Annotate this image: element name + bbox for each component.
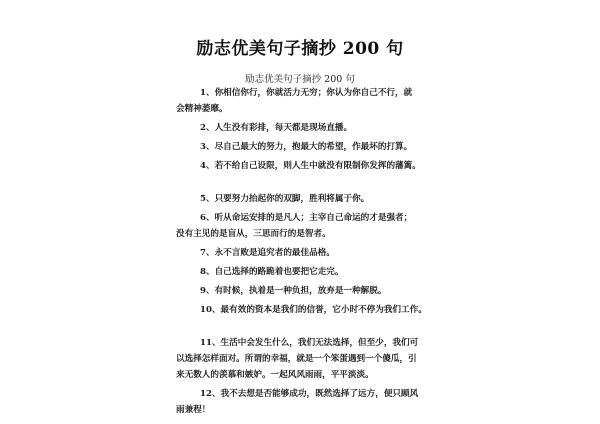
quote-line: 以选择怎样面对。所谓的幸福，就是一个笨蛋遇到一个傻瓜，引 [176, 354, 417, 364]
quote-line: 5、只要努力抬起你的双脚，胜利将属于你。 [200, 194, 370, 204]
quote-line: 来无数人的羡慕和嫉妒。一起风风雨雨，平平淡淡。 [176, 370, 374, 380]
paragraph-gap [176, 324, 424, 338]
quote-line: 雨兼程！ [176, 405, 211, 415]
quote-line: 3、尽自己最大的努力，抱最大的希望，作最坏的打算。 [200, 142, 413, 152]
quote-line: 2、人生没有彩排，每天都是现场直播。 [200, 123, 353, 133]
document-subtitle: 励志优美句子摘抄 200 句 [245, 74, 355, 85]
quote-line: 8、自己选择的路跪着也要把它走完。 [200, 267, 344, 277]
quote-line: 9、有时候，执着是一种负担，放弃是一种解脱。 [200, 286, 387, 296]
quote-line: 6、听从命运安排的是凡人；主宰自己命运的才是强者； [200, 213, 413, 223]
quote-line: 没有主见的是盲从，三思而行的是智者。 [176, 229, 331, 239]
paragraph-gap [176, 180, 424, 194]
document-title: 励志优美句子摘抄 200 句 [196, 39, 404, 59]
quote-line: 12、我不去想是否能够成功，既然选择了远方，便只顾风 [200, 389, 419, 399]
quote-line: 4、若不给自己设限，则人生中就没有限制你发挥的藩篱。 [200, 161, 421, 171]
quote-line: 1、你相信你行，你就活力无穷；你认为你自己不行，就 [200, 88, 413, 98]
quote-line: 会精神萎靡。 [176, 104, 228, 114]
quote-line: 7、永不言败是追究者的最佳品格。 [200, 248, 335, 258]
quote-line: 11、生活中会发生什么，我们无法选择，但至少，我们可 [200, 338, 419, 348]
quote-list [176, 88, 427, 424]
quote-line: 10、最有效的资本是我们的信誉，它小时不停为我们工作。 [200, 305, 427, 315]
